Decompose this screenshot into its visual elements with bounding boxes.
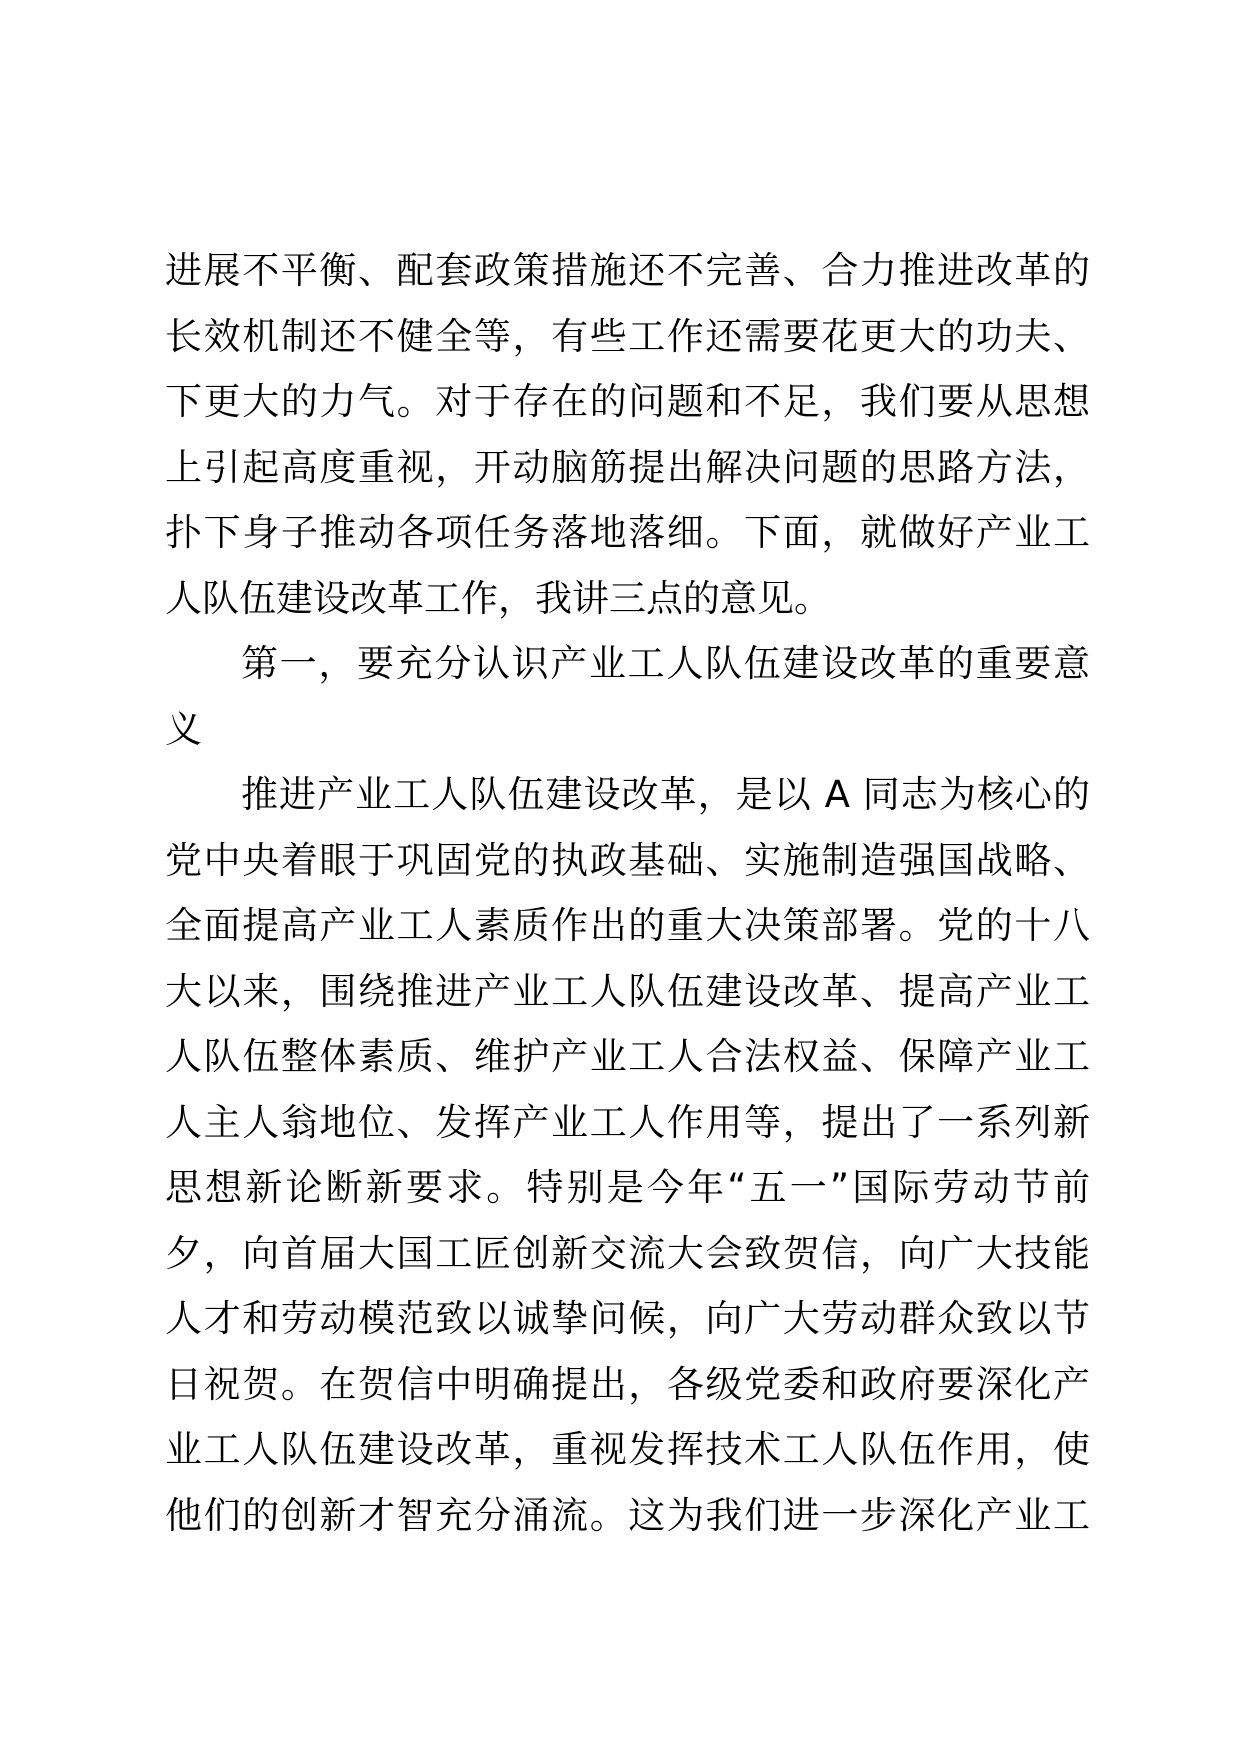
text-line: 夕，向首届大国工匠创新交流大会致贺信，向广大技能	[165, 1231, 1090, 1275]
text-line: 扑下身子推动各项任务落地落细。下面，就做好产业工	[165, 511, 1090, 554]
text-line: 全面提高产业工人素质作出的重大决策部署。党的十八	[165, 904, 1090, 947]
text-line: 人队伍建设改革工作，我讲三点的意见。	[165, 576, 831, 620]
text-line: 他们的创新才智充分涌流。这为我们进一步深化产业工	[165, 1493, 1090, 1537]
text-line: 进展不平衡、配套政策措施还不完善、合力推进改革的	[165, 249, 1090, 292]
text-line: 思想新论断新要求。特别是今年“五一”国际劳动节前	[165, 1166, 1090, 1209]
text-line: 日祝贺。在贺信中明确提出，各级党委和政府要深化产	[165, 1362, 1090, 1406]
text-line: 人队伍整体素质、维护产业工人合法权益、保障产业工	[165, 1035, 1090, 1078]
text-line: 人主人翁地位、发挥产业工人作用等，提出了一系列新	[165, 1100, 1090, 1144]
text-line: 推进产业工人队伍建设改革，是以 A 同志为核心的	[241, 773, 1090, 816]
text-line: 长效机制还不健全等，有些工作还需要花更大的功夫、	[165, 314, 1090, 358]
text-line: 大以来，围绕推进产业工人队伍建设改革、提高产业工	[165, 969, 1090, 1013]
text-line: 党中央着眼于巩固党的执政基础、实施制造强国战略、	[165, 838, 1090, 882]
paragraph-body	[165, 762, 1090, 1548]
text-line: 上引起高度重视，开动脑筋提出解决问题的思路方法，	[165, 445, 1090, 489]
section-heading	[165, 631, 1090, 762]
heading-line: 第一，要充分认识产业工人队伍建设改革的重要意	[241, 642, 1090, 685]
text-line: 业工人队伍建设改革，重视发挥技术工人队伍作用，使	[165, 1428, 1090, 1471]
text-line: 下更大的力气。对于存在的问题和不足，我们要从思想	[165, 380, 1090, 423]
text-line: 人才和劳动模范致以诚挚问候，向广大劳动群众致以节	[165, 1297, 1090, 1340]
document-body	[165, 238, 1090, 1548]
heading-line: 义	[165, 707, 202, 751]
paragraph-continuation	[165, 238, 1090, 631]
